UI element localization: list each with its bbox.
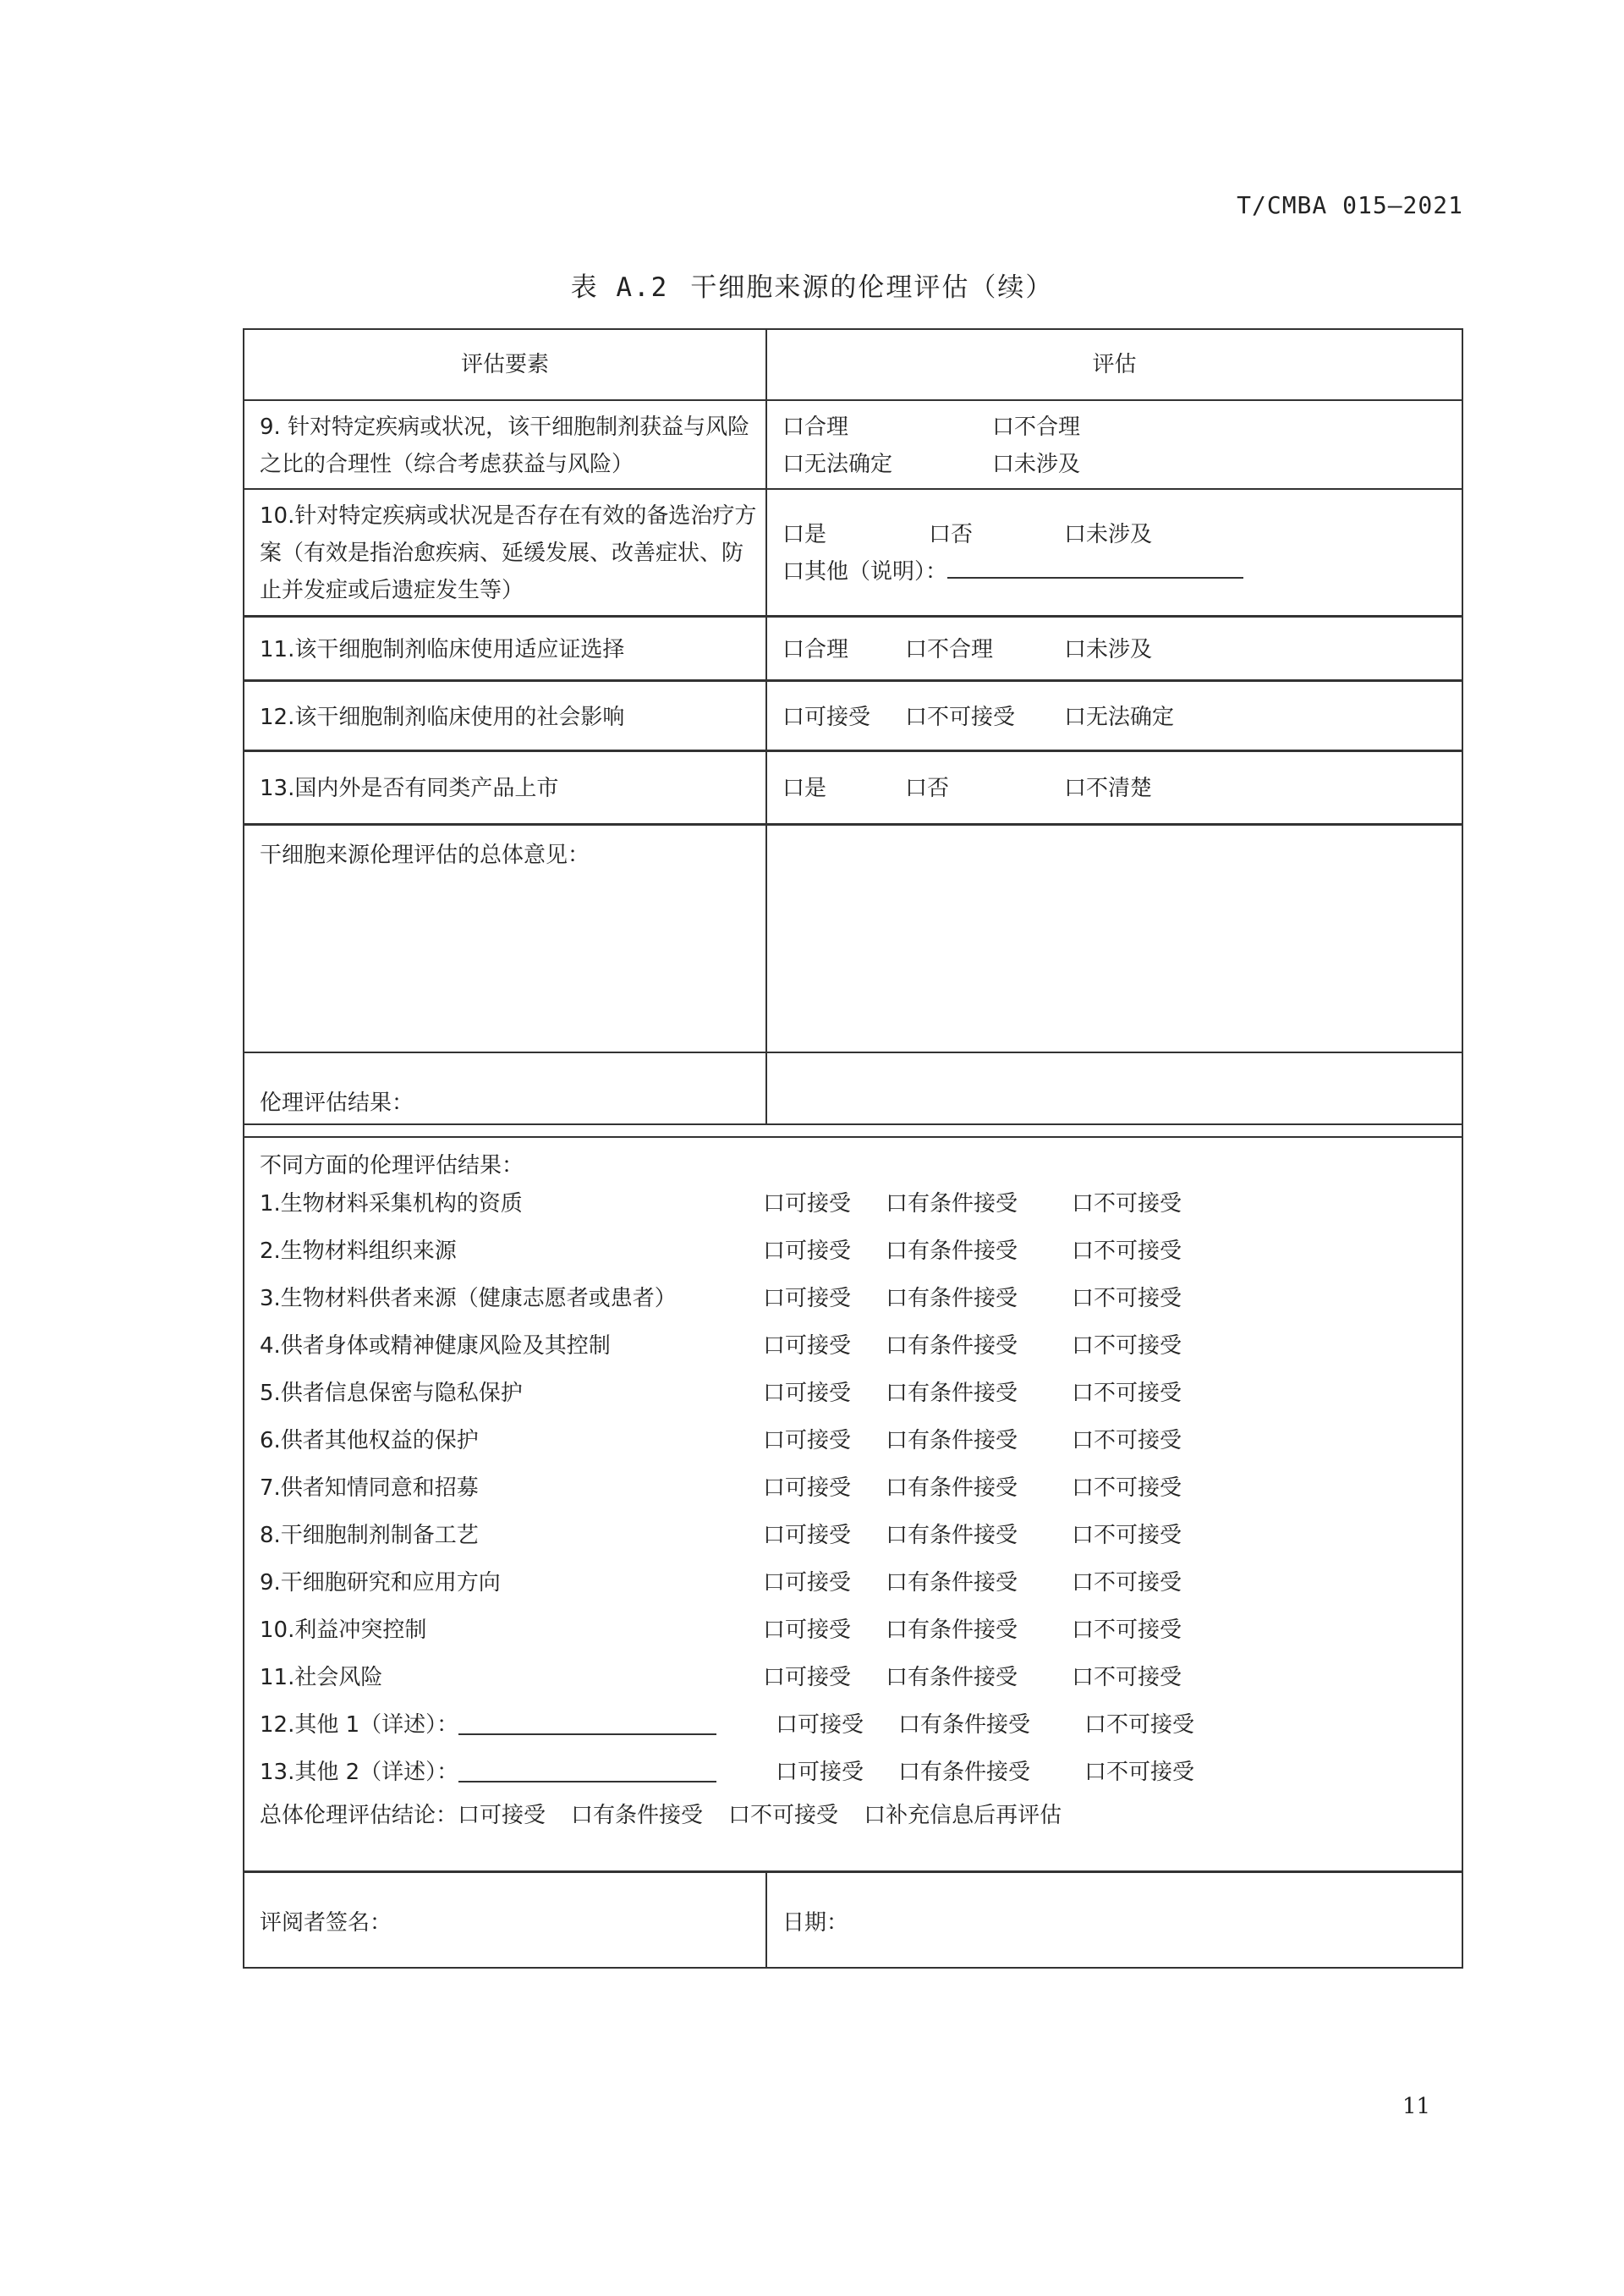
- page-number: 11: [1402, 2094, 1431, 2119]
- checkbox-conditional[interactable]: 口有条件接受: [886, 1618, 1018, 1643]
- final-conclusion-label: 总体伦理评估结论：: [260, 1803, 458, 1828]
- checkbox-undetermined[interactable]: 口无法确定: [1064, 704, 1175, 730]
- checkbox-unacceptable[interactable]: 口不可接受: [1072, 1286, 1182, 1311]
- header-evaluation: 评估: [1092, 352, 1137, 377]
- aspect-label: 7.供者知情同意和招募: [260, 1475, 479, 1501]
- checkbox-conditional[interactable]: 口有条件接受: [886, 1191, 1018, 1217]
- document-code: T/CMBA 015—2021: [1237, 191, 1463, 219]
- checkbox-unacceptable[interactable]: 口不可接受: [1084, 1760, 1195, 1785]
- signature-divider: [765, 1873, 767, 1967]
- aspect-label: 11.社会风险: [260, 1665, 383, 1690]
- checkbox-yes[interactable]: 口是: [782, 522, 827, 547]
- checkbox-conditional[interactable]: 口有条件接受: [898, 1760, 1031, 1785]
- checkbox-unreasonable[interactable]: 口不合理: [992, 414, 1081, 440]
- checkbox-acceptable[interactable]: 口可接受: [763, 1191, 852, 1217]
- row-item-text: 13.国内外是否有同类产品上市: [260, 776, 559, 801]
- checkbox-unacceptable[interactable]: 口不可接受: [1072, 1428, 1182, 1453]
- checkbox-acceptable[interactable]: 口可接受: [763, 1665, 852, 1690]
- checkbox-conditional[interactable]: 口有条件接受: [886, 1381, 1018, 1406]
- other-detail-line[interactable]: [458, 1710, 716, 1735]
- checkbox-conditional[interactable]: 口有条件接受: [886, 1523, 1018, 1548]
- checkbox-unacceptable[interactable]: 口不可接受: [1072, 1475, 1182, 1501]
- checkbox-acceptable[interactable]: 口可接受: [763, 1428, 852, 1453]
- overall-opinion-label: 干细胞来源伦理评估的总体意见：: [260, 843, 590, 868]
- checkbox-no[interactable]: 口否: [929, 522, 974, 547]
- aspect-label: 6.供者其他权益的保护: [260, 1428, 479, 1453]
- other-detail-line[interactable]: [458, 1757, 716, 1782]
- aspect-label: 12.其他 1（详述）：: [260, 1712, 459, 1738]
- final-conclusion-row: [260, 1798, 1087, 1829]
- checkbox-unclear[interactable]: 口不清楚: [1064, 776, 1153, 801]
- checkbox-conditional[interactable]: 口有条件接受: [571, 1803, 704, 1828]
- result-box: [243, 1052, 1463, 1138]
- checkbox-unacceptable[interactable]: 口不可接受: [1072, 1333, 1182, 1359]
- table-title: [0, 266, 1624, 304]
- checkbox-acceptable[interactable]: 口可接受: [763, 1570, 852, 1596]
- checkbox-unacceptable[interactable]: 口不可接受: [1072, 1239, 1182, 1264]
- row-options: [767, 401, 1462, 490]
- table-caption: 干细胞来源的伦理评估（续）: [690, 272, 1054, 303]
- checkbox-conditional[interactable]: 口有条件接受: [886, 1286, 1018, 1311]
- checkbox-acceptable[interactable]: 口可接受: [776, 1760, 864, 1785]
- checkbox-unacceptable[interactable]: 口不可接受: [1072, 1665, 1182, 1690]
- row-item-text: 12.该干细胞制剂临床使用的社会影响: [260, 704, 625, 730]
- aspect-row: [260, 1612, 1462, 1649]
- signature-box: [243, 1870, 1463, 1969]
- aspect-label: 9.干细胞研究和应用方向: [260, 1570, 501, 1596]
- checkbox-undetermined[interactable]: 口无法确定: [782, 451, 893, 477]
- table-row-10: [244, 488, 1462, 617]
- checkbox-acceptable[interactable]: 口可接受: [763, 1618, 852, 1643]
- table-row-13: [244, 750, 1462, 825]
- checkbox-unacceptable[interactable]: 口不可接受: [1072, 1523, 1182, 1548]
- header-elements: 评估要素: [460, 352, 549, 377]
- aspect-row-other-1: [260, 1706, 1462, 1744]
- checkbox-unacceptable[interactable]: 口不可接受: [728, 1803, 839, 1828]
- checkbox-conditional[interactable]: 口有条件接受: [886, 1665, 1018, 1690]
- checkbox-acceptable[interactable]: 口可接受: [763, 1286, 852, 1311]
- checkbox-conditional[interactable]: 口有条件接受: [886, 1570, 1018, 1596]
- checkbox-not-involved[interactable]: 口未涉及: [1064, 522, 1153, 547]
- checkbox-conditional[interactable]: 口有条件接受: [886, 1239, 1018, 1264]
- aspect-row: [260, 1233, 1462, 1270]
- aspect-row: [260, 1185, 1462, 1222]
- overall-opinion-box[interactable]: [243, 823, 1463, 1053]
- checkbox-yes[interactable]: 口是: [782, 776, 827, 801]
- aspect-row: [260, 1659, 1462, 1696]
- aspect-label: 2.生物材料组织来源: [260, 1239, 457, 1264]
- checkbox-acceptable[interactable]: 口可接受: [776, 1712, 864, 1738]
- checkbox-other[interactable]: 口其他（说明）：: [782, 559, 948, 585]
- row-options: [767, 490, 1462, 617]
- checkbox-conditional[interactable]: 口有条件接受: [886, 1475, 1018, 1501]
- aspect-label: 8.干细胞制剂制备工艺: [260, 1523, 479, 1548]
- table-number: 表 A.2: [570, 272, 669, 303]
- checkbox-conditional[interactable]: 口有条件接受: [886, 1428, 1018, 1453]
- checkbox-unacceptable[interactable]: 口不可接受: [1072, 1618, 1182, 1643]
- checkbox-acceptable[interactable]: 口可接受: [763, 1523, 852, 1548]
- other-explanation-line[interactable]: [947, 553, 1243, 579]
- aspect-row: [260, 1564, 1462, 1601]
- reviewer-signature-field[interactable]: 评阅者签名：: [260, 1910, 392, 1936]
- checkbox-unacceptable[interactable]: 口不可接受: [1072, 1570, 1182, 1596]
- checkbox-no[interactable]: 口否: [905, 776, 950, 801]
- row-options: [767, 618, 1462, 682]
- aspect-row: [260, 1375, 1462, 1412]
- checkbox-unacceptable[interactable]: 口不可接受: [1072, 1381, 1182, 1406]
- row-options: [767, 682, 1462, 752]
- checkbox-conditional[interactable]: 口有条件接受: [886, 1333, 1018, 1359]
- aspect-row: [260, 1280, 1462, 1317]
- aspect-label: 10.利益冲突控制: [260, 1618, 427, 1643]
- checkbox-unacceptable[interactable]: 口不可接受: [1072, 1191, 1182, 1217]
- checkbox-unacceptable[interactable]: 口不可接受: [1084, 1712, 1195, 1738]
- aspect-row: [260, 1469, 1462, 1507]
- row-item-text: 10.针对特定疾病或状况是否存在有效的备选治疗方案（有效是指治愈疾病、延缓发展、改善症状、防止并发症或后遗症发生等）: [260, 503, 757, 603]
- aspect-label: 1.生物材料采集机构的资质: [260, 1191, 523, 1217]
- aspect-label: 5.供者信息保密与隐私保护: [260, 1381, 523, 1406]
- checkbox-not-involved[interactable]: 口未涉及: [992, 451, 1081, 477]
- aspect-row-other-2: [260, 1754, 1462, 1791]
- aspect-row: [260, 1422, 1462, 1459]
- checkbox-reasonable[interactable]: 口合理: [782, 637, 849, 662]
- checkbox-not-involved[interactable]: 口未涉及: [1064, 637, 1153, 662]
- checkbox-acceptable[interactable]: 口可接受: [763, 1381, 852, 1406]
- table-row-12: [244, 679, 1462, 752]
- aspect-label: 3.生物材料供者来源（健康志愿者或患者）: [260, 1286, 677, 1311]
- table-row-9: [244, 399, 1462, 490]
- checkbox-unreasonable[interactable]: 口不合理: [905, 637, 994, 662]
- checkbox-acceptable[interactable]: 口可接受: [763, 1475, 852, 1501]
- table-header-row: [244, 330, 1462, 399]
- aspect-row: [260, 1517, 1462, 1554]
- result-label: 伦理评估结果：: [260, 1090, 414, 1116]
- checkbox-unacceptable[interactable]: 口不可接受: [905, 704, 1016, 730]
- aspect-label: 4.供者身体或精神健康风险及其控制: [260, 1333, 611, 1359]
- checkbox-conditional[interactable]: 口有条件接受: [898, 1712, 1031, 1738]
- checkbox-acceptable[interactable]: 口可接受: [458, 1803, 546, 1828]
- date-field[interactable]: 日期：: [782, 1910, 849, 1936]
- aspects-box: [243, 1136, 1463, 1872]
- checkbox-acceptable[interactable]: 口可接受: [763, 1239, 852, 1264]
- aspects-heading: 不同方面的伦理评估结果：: [260, 1153, 524, 1178]
- row-options: [767, 752, 1462, 825]
- row-item-text: 11.该干细胞制剂临床使用适应证选择: [260, 637, 625, 662]
- table-row-11: [244, 615, 1462, 682]
- aspect-row: [260, 1327, 1462, 1365]
- checkbox-acceptable[interactable]: 口可接受: [763, 1333, 852, 1359]
- row-item-text: 9. 针对特定疾病或状况，该干细胞制剂获益与风险之比的合理性（综合考虑获益与风险）: [260, 414, 750, 477]
- checkbox-reasonable[interactable]: 口合理: [782, 414, 849, 440]
- checkbox-acceptable[interactable]: 口可接受: [782, 704, 871, 730]
- aspect-label: 13.其他 2（详述）：: [260, 1760, 459, 1785]
- checkbox-reevaluate[interactable]: 口补充信息后再评估: [864, 1803, 1062, 1828]
